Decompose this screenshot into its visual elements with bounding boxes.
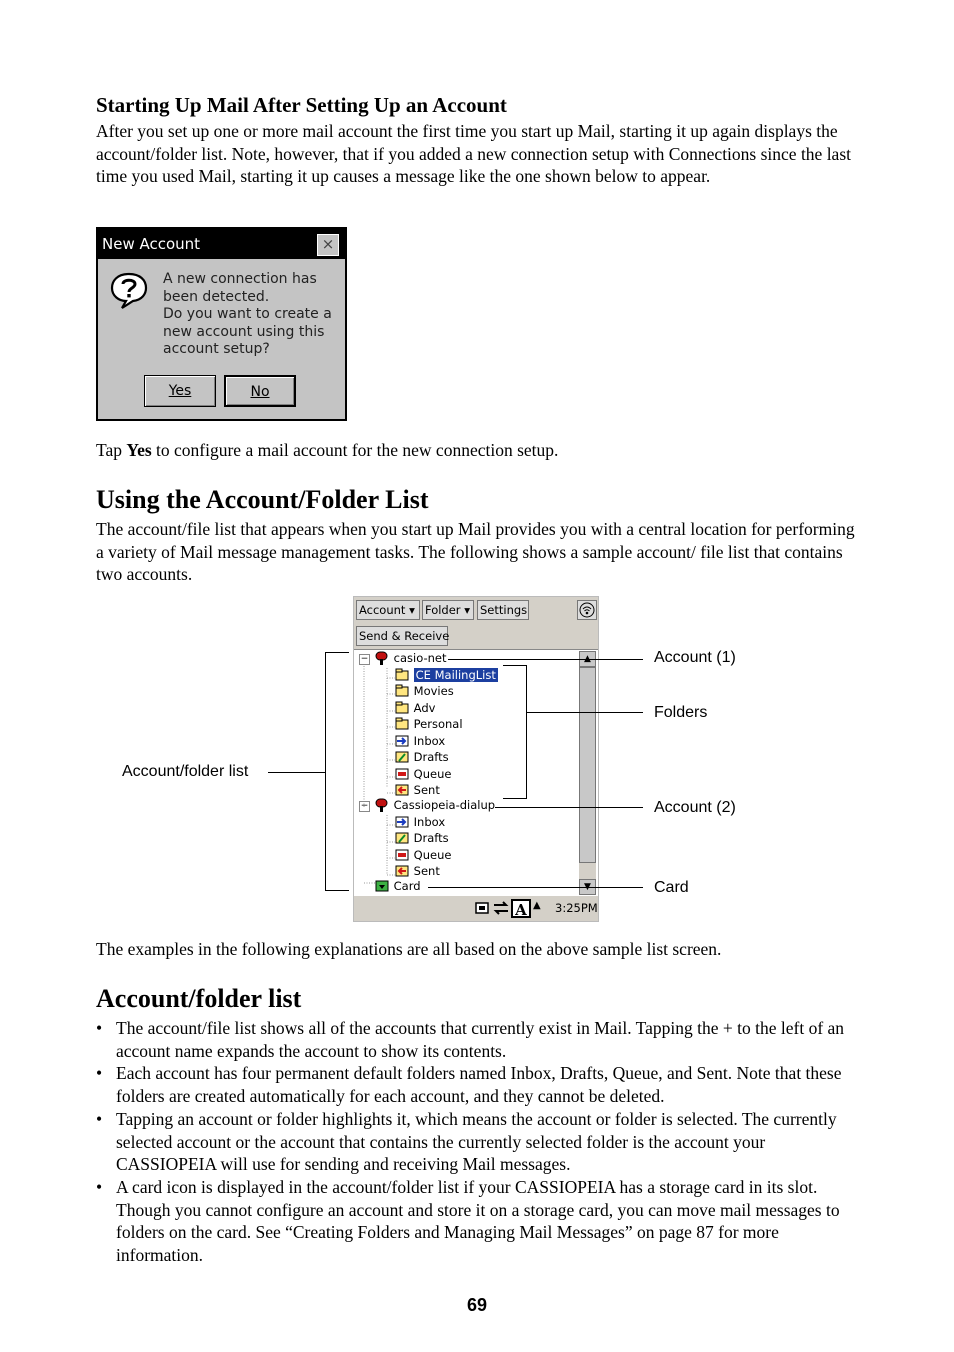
folder-label: Personal bbox=[413, 717, 463, 731]
inbox-icon bbox=[395, 734, 410, 748]
inbox-icon bbox=[395, 815, 410, 829]
folder-label: Adv bbox=[413, 701, 436, 715]
bullet-dot: • bbox=[96, 1108, 103, 1129]
no-button[interactable]: No bbox=[224, 375, 296, 407]
folders-bracket bbox=[503, 798, 527, 799]
folder-label: Queue bbox=[413, 767, 452, 781]
bullet-list bbox=[96, 1017, 856, 1267]
settings-menu[interactable]: Settings bbox=[477, 600, 529, 620]
list-bracket bbox=[325, 652, 326, 890]
mail-screen bbox=[353, 596, 599, 922]
queue-icon bbox=[395, 848, 410, 862]
folder-icon bbox=[395, 668, 410, 682]
send-receive-button[interactable]: Send & Receive bbox=[356, 626, 448, 646]
startup-paragraph: After you set up one or more mail account the first time you start up Mail, starting it up again displays the account/folder list. Note, however, that if you added a new connection setup with Connections since the last time you used Mail, starting it up causes a message like the one shown below to appear. bbox=[96, 121, 851, 187]
folder-row[interactable] bbox=[395, 863, 440, 879]
folders-bracket bbox=[503, 665, 527, 666]
dialog-message-line: A new connection has bbox=[163, 271, 317, 287]
bullet-item bbox=[96, 1062, 856, 1107]
examples-text: The examples in the following explanations are all based on the above sample list screen. bbox=[96, 939, 722, 959]
dialog-title-bar bbox=[98, 229, 345, 259]
dialog-message-line: new account using this bbox=[163, 323, 325, 340]
folder-label: Drafts bbox=[413, 831, 449, 845]
dialog-title: New Account bbox=[102, 235, 201, 253]
folder-label: Inbox bbox=[413, 734, 446, 748]
collapse-icon[interactable]: − bbox=[360, 654, 369, 664]
card-label: Card bbox=[393, 879, 421, 893]
collapse-icon[interactable]: − bbox=[360, 801, 369, 811]
vertical-scrollbar[interactable] bbox=[579, 651, 596, 895]
card-row[interactable] bbox=[375, 878, 421, 894]
callout-account1: Account (1) bbox=[654, 649, 736, 666]
connection-button[interactable] bbox=[577, 600, 597, 620]
account-row[interactable] bbox=[374, 650, 446, 666]
sent-icon bbox=[395, 864, 410, 878]
callout-list: Account/folder list bbox=[122, 763, 249, 780]
bullet-text: Tapping an account or folder highlights it, which means the account or folder is selected. The currently selected account or the account that contains the currently selected folder is the account your CASSIOPEIA will use for sending and receiving Mail messages. bbox=[116, 1108, 837, 1175]
callout-line bbox=[526, 712, 643, 713]
bullet-item bbox=[96, 1017, 856, 1062]
callout-line bbox=[448, 659, 643, 660]
folder-label: Inbox bbox=[413, 815, 446, 829]
bullet-dot: • bbox=[96, 1018, 103, 1038]
drafts-icon bbox=[395, 831, 410, 845]
folder-row[interactable] bbox=[395, 700, 435, 716]
chevron-down-icon: ▾ bbox=[464, 603, 470, 617]
bullet-dot: • bbox=[96, 1176, 103, 1197]
tap-prefix: Tap bbox=[96, 440, 127, 460]
tap-yes-text bbox=[96, 439, 558, 462]
folder-icon bbox=[395, 701, 410, 715]
bullet-dot: • bbox=[96, 1063, 103, 1084]
folder-icon bbox=[395, 684, 410, 698]
clock: 3:25PM bbox=[555, 901, 598, 915]
scroll-thumb[interactable] bbox=[579, 667, 596, 863]
folder-menu-label: Folder bbox=[425, 603, 461, 617]
bullet-item bbox=[96, 1176, 856, 1267]
close-icon[interactable]: × bbox=[317, 234, 339, 256]
taskbar bbox=[354, 896, 598, 921]
callout-line bbox=[495, 807, 643, 808]
signal-icon bbox=[578, 601, 596, 619]
bullet-text: A card icon is displayed in the account/folder list if your CASSIOPEIA has a storage card in its slot. Though you cannot configure an account and store it on a storage card, you can move mail messages to folders on the card. See “Creating Folders and Managing Mail Messages” on page 87 for more information. bbox=[116, 1176, 840, 1266]
new-account-dialog bbox=[96, 227, 347, 421]
question-icon bbox=[109, 271, 149, 311]
pc-card-icon bbox=[475, 901, 489, 915]
callout-account2: Account (2) bbox=[654, 799, 736, 816]
account-menu-label: Account bbox=[359, 603, 406, 617]
callout-card: Card bbox=[654, 879, 689, 896]
folder-row[interactable] bbox=[395, 667, 498, 683]
tap-suffix: to configure a mail account for the new connection setup. bbox=[151, 440, 559, 460]
folder-label: Queue bbox=[413, 848, 452, 862]
dialog-message-line: been detected. bbox=[163, 288, 270, 305]
folder-row[interactable] bbox=[395, 716, 463, 732]
account-label: Cassiopeia-dialup bbox=[393, 798, 496, 812]
folder-label-selected: CE MailingList bbox=[415, 668, 496, 682]
yes-button[interactable]: Yes bbox=[144, 375, 216, 407]
folder-menu[interactable] bbox=[422, 600, 474, 620]
callout-folders: Folders bbox=[654, 704, 708, 721]
folder-row[interactable] bbox=[395, 749, 449, 765]
using-list-paragraph: The account/file list that appears when you start up Mail provides you with a central location for performing a variety of Mail message management tasks. The following shows a sample account/ file list that contains two accounts. bbox=[96, 519, 855, 585]
folder-row[interactable] bbox=[395, 733, 445, 749]
dialog-message bbox=[163, 271, 343, 359]
tree-lines bbox=[354, 650, 580, 897]
account-folder-tree bbox=[354, 649, 598, 897]
folder-row[interactable] bbox=[395, 814, 445, 830]
section-heading-startup: Starting Up Mail After Setting Up an Account bbox=[96, 93, 507, 117]
list-bracket bbox=[325, 890, 349, 891]
folder-row[interactable] bbox=[395, 830, 449, 846]
account-menu[interactable] bbox=[356, 600, 420, 620]
folder-label: Movies bbox=[413, 684, 454, 698]
keyboard-button[interactable]: A bbox=[511, 899, 531, 918]
tap-bold: Yes bbox=[126, 440, 152, 460]
dialog-message-line: account setup? bbox=[163, 341, 270, 358]
folder-label: Drafts bbox=[413, 750, 449, 764]
account-label: casio-net bbox=[393, 651, 447, 665]
dialog-message-line: Do you want to create a bbox=[163, 306, 332, 323]
mailbox-icon bbox=[374, 797, 390, 812]
bullet-item bbox=[96, 1108, 856, 1176]
section-heading-list: Account/folder list bbox=[96, 984, 302, 1013]
keyboard-arrow-icon[interactable]: ▲ bbox=[533, 900, 541, 911]
folder-label: Sent bbox=[413, 864, 440, 878]
list-bracket bbox=[325, 652, 349, 653]
folder-row[interactable] bbox=[395, 847, 451, 863]
folder-row[interactable] bbox=[395, 766, 451, 782]
section-heading-using-list: Using the Account/Folder List bbox=[96, 485, 429, 514]
folders-bracket bbox=[526, 665, 527, 798]
account-row[interactable] bbox=[374, 797, 495, 813]
bullet-text: The account/file list shows all of the accounts that currently exist in Mail. Tapping the + to the left of an account name expands the account to show its contents. bbox=[116, 1018, 845, 1061]
chevron-down-icon: ▾ bbox=[409, 603, 415, 617]
folder-label: Sent bbox=[413, 783, 440, 797]
bullet-text: Each account has four permanent default folders named Inbox, Drafts, Queue, and Sent. Note that these folders are created automatically for each account, and they cannot be deleted. bbox=[116, 1063, 842, 1107]
folder-icon bbox=[395, 717, 410, 731]
folder-row[interactable] bbox=[395, 782, 440, 798]
drafts-icon bbox=[395, 750, 410, 764]
page-number: 69 bbox=[466, 1295, 488, 1315]
queue-icon bbox=[395, 767, 410, 781]
callout-line bbox=[428, 887, 643, 888]
mailbox-icon bbox=[374, 650, 390, 665]
folder-row[interactable] bbox=[395, 683, 454, 699]
card-icon bbox=[375, 879, 390, 893]
sync-icon bbox=[492, 901, 510, 916]
sent-icon bbox=[395, 783, 410, 797]
callout-line bbox=[268, 772, 325, 773]
